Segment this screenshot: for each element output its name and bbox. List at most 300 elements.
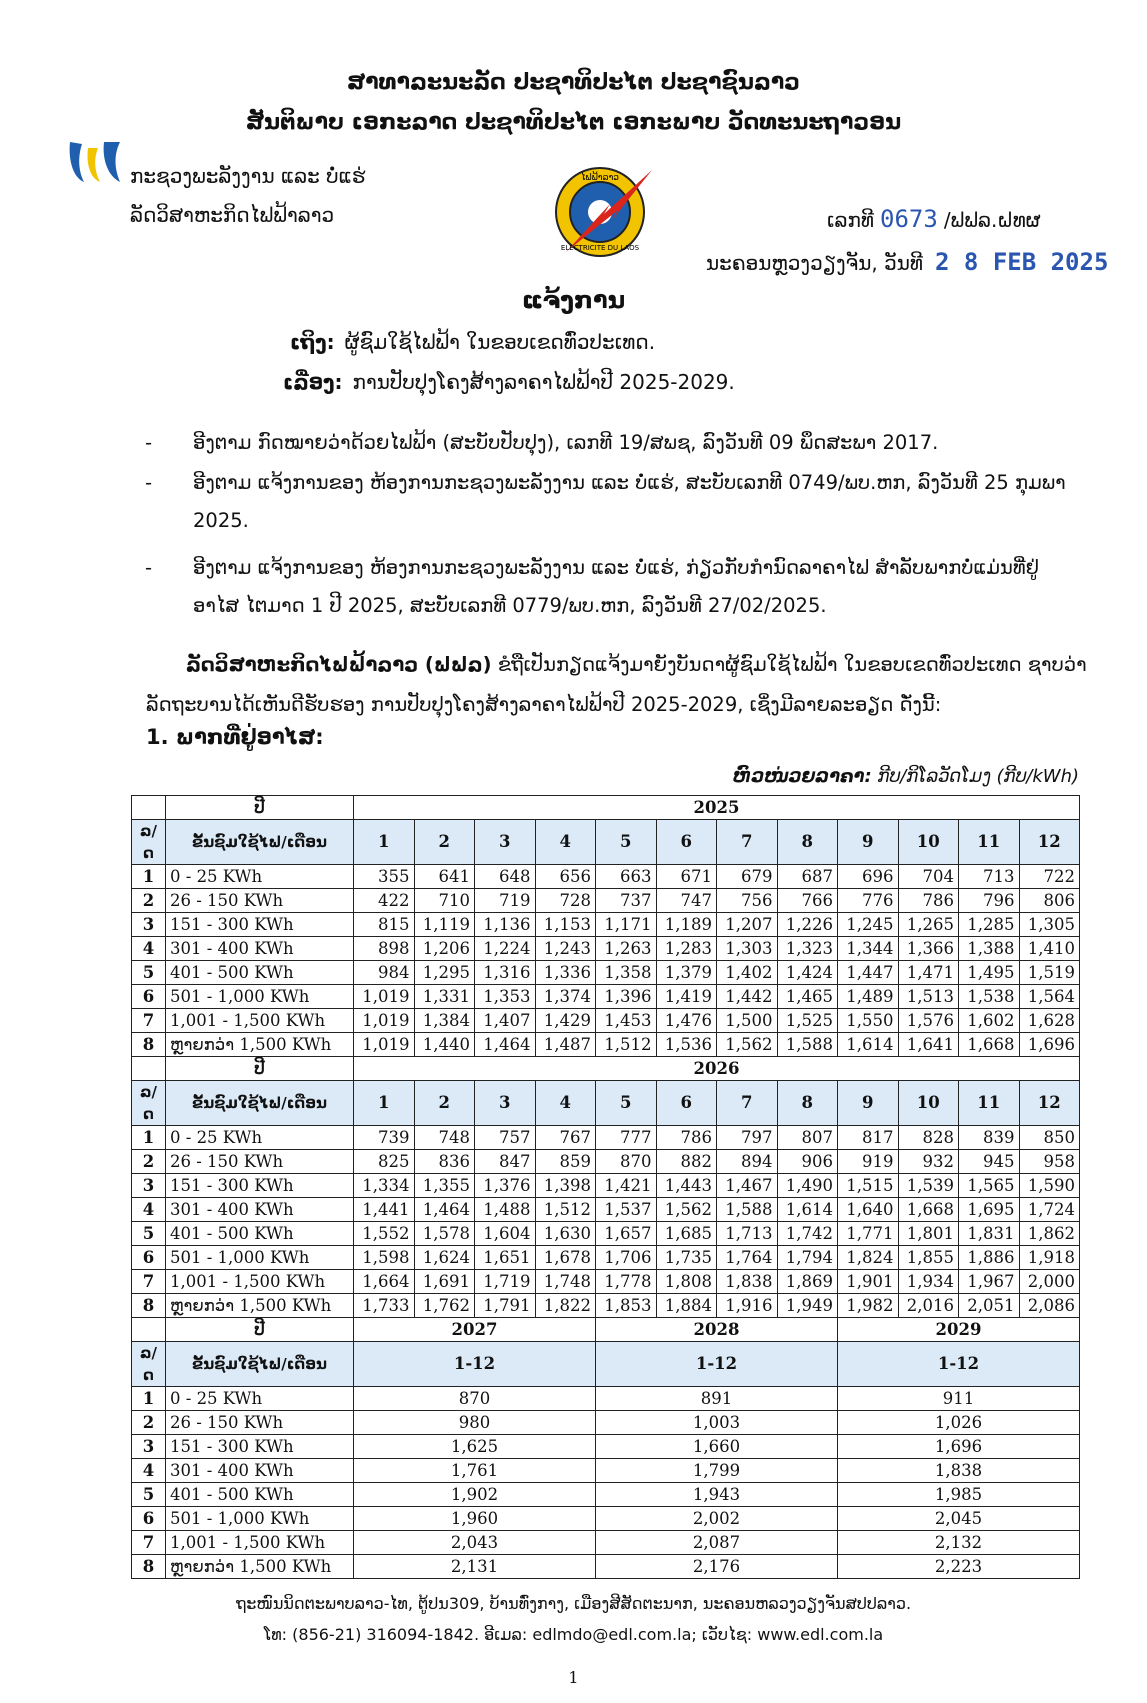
- page-number: 1: [568, 1668, 579, 1687]
- price-cell: 891: [596, 1387, 838, 1411]
- price-cell: 836: [414, 1150, 475, 1174]
- price-cell: 1,471: [898, 961, 959, 985]
- price-cell: 1,305: [1019, 913, 1080, 937]
- price-cell: 1,598: [354, 1246, 415, 1270]
- year-row: [132, 1318, 1080, 1342]
- price-cell: 1,355: [414, 1174, 475, 1198]
- footer-contact: ໂທ: (856-21) 316094-1842. ອີເມລ: edlmdo@edl.com.la; ເວັບໄຊ: www.edl.com.la: [263, 1625, 884, 1644]
- price-cell: 1,588: [717, 1198, 778, 1222]
- price-cell: 1,465: [777, 985, 838, 1009]
- price-cell: 719: [475, 889, 536, 913]
- row-number-cell: 8: [132, 1033, 166, 1057]
- month-header: 12: [1019, 1081, 1080, 1126]
- table-row: [132, 1459, 1080, 1483]
- price-cell: 1,664: [354, 1270, 415, 1294]
- tier-cell: 501 - 1,000 KWh: [166, 1246, 354, 1270]
- price-cell: 882: [656, 1150, 717, 1174]
- price-cell: 710: [414, 889, 475, 913]
- price-cell: 870: [354, 1387, 596, 1411]
- price-cell: 1,651: [475, 1246, 536, 1270]
- price-cell: 1,706: [596, 1246, 657, 1270]
- row-number-cell: 7: [132, 1270, 166, 1294]
- price-cell: 1,512: [535, 1198, 596, 1222]
- table-row: [132, 1198, 1080, 1222]
- price-cell: 1,447: [838, 961, 899, 985]
- price-cell: 1,838: [717, 1270, 778, 1294]
- row-number-cell: 8: [132, 1294, 166, 1318]
- no-header: ລ/ດ: [132, 820, 166, 865]
- month-header: 8: [777, 820, 838, 865]
- price-cell: 1,476: [656, 1009, 717, 1033]
- price-cell: 1,588: [777, 1033, 838, 1057]
- price-cell: 1,285: [959, 913, 1020, 937]
- price-cell: 1,003: [596, 1411, 838, 1435]
- price-cell: 704: [898, 865, 959, 889]
- price-cell: 1,358: [596, 961, 657, 985]
- price-cell: 1,602: [959, 1009, 1020, 1033]
- price-cell: 817: [838, 1126, 899, 1150]
- price-cell: 728: [535, 889, 596, 913]
- month-header: 11: [959, 820, 1020, 865]
- price-cell: 2,176: [596, 1555, 838, 1579]
- reference-item: - ອີງຕາມ ແຈ້ງການຂອງ ຫ້ອງການກະຊວງພະລັງງານ ແລະ ບໍ່ແຮ່, ສະບັບເລກທີ 0749/ພບ.ຫກ, ລົງວັນທີ 25 ກຸມພາ 2025.: [145, 471, 1066, 532]
- price-cell: 1,336: [535, 961, 596, 985]
- price-cell: 1,224: [475, 937, 536, 961]
- tier-cell: 151 - 300 KWh: [166, 1435, 354, 1459]
- price-cell: 1,424: [777, 961, 838, 985]
- company-name: ລັດວິສາຫະກິດໄຟຟ້າລາວ: [130, 203, 335, 227]
- price-cell: 767: [535, 1126, 596, 1150]
- price-cell: 1,136: [475, 913, 536, 937]
- month-header: 8: [777, 1081, 838, 1126]
- price-cell: 1,519: [1019, 961, 1080, 985]
- price-cell: 1,762: [414, 1294, 475, 1318]
- price-cell: 1,429: [535, 1009, 596, 1033]
- price-cell: 859: [535, 1150, 596, 1174]
- price-cell: 2,086: [1019, 1294, 1080, 1318]
- date-stamp: 2 8 FEB 2025: [935, 248, 1109, 276]
- tier-cell: ຫຼາຍກວ່າ 1,500 KWh: [166, 1555, 354, 1579]
- month-header: 11: [959, 1081, 1020, 1126]
- national-header-line1: ສາທາລະນະລັດ ປະຊາທິປະໄຕ ປະຊາຊົນລາວ: [347, 70, 800, 95]
- year-cell: 2029: [838, 1318, 1080, 1342]
- price-cell: 747: [656, 889, 717, 913]
- price-cell: 1,713: [717, 1222, 778, 1246]
- no-cell: [132, 796, 166, 820]
- table-row: [132, 1483, 1080, 1507]
- price-cell: 1,464: [475, 1033, 536, 1057]
- price-cell: 1,641: [898, 1033, 959, 1057]
- price-cell: 1,245: [838, 913, 899, 937]
- table-row: [132, 1126, 1080, 1150]
- month-header: 4: [535, 1081, 596, 1126]
- year-cell: 2025: [354, 796, 1080, 820]
- price-cell: 1,283: [656, 937, 717, 961]
- price-cell: 1,564: [1019, 985, 1080, 1009]
- no-cell: [132, 1318, 166, 1342]
- tier-cell: 0 - 25 KWh: [166, 1387, 354, 1411]
- price-cell: 1,624: [414, 1246, 475, 1270]
- price-cell: 1,538: [959, 985, 1020, 1009]
- price-cell: 1,467: [717, 1174, 778, 1198]
- year-cell: 2028: [596, 1318, 838, 1342]
- price-cell: 1,263: [596, 937, 657, 961]
- price-cell: 756: [717, 889, 778, 913]
- price-cell: 796: [959, 889, 1020, 913]
- table-row: [132, 865, 1080, 889]
- price-cell: 919: [838, 1150, 899, 1174]
- price-cell: 980: [354, 1411, 596, 1435]
- month-header: 1: [354, 820, 415, 865]
- price-cell: 1,934: [898, 1270, 959, 1294]
- price-cell: 1,419: [656, 985, 717, 1009]
- row-number-cell: 2: [132, 889, 166, 913]
- price-cell: 1,171: [596, 913, 657, 937]
- price-cell: 1,407: [475, 1009, 536, 1033]
- month-header: 7: [717, 820, 778, 865]
- national-header-line2: ສັນຕິພາບ ເອກະລາດ ປະຊາທິປະໄຕ ເອກະພາບ ວັດທະນະຖາວອນ: [245, 110, 902, 135]
- price-cell: 825: [354, 1150, 415, 1174]
- tier-cell: 301 - 400 KWh: [166, 937, 354, 961]
- tier-cell: 26 - 150 KWh: [166, 1411, 354, 1435]
- price-cell: 1,513: [898, 985, 959, 1009]
- price-cell: 1,552: [354, 1222, 415, 1246]
- header-row: [132, 1342, 1080, 1387]
- table-row: [132, 937, 1080, 961]
- price-cell: 2,016: [898, 1294, 959, 1318]
- price-cell: 777: [596, 1126, 657, 1150]
- section-title: 1. ພາກທີ່ຢູ່ອາໄສ:: [146, 725, 324, 749]
- row-number-cell: 2: [132, 1150, 166, 1174]
- table-row: [132, 1507, 1080, 1531]
- price-cell: 1,495: [959, 961, 1020, 985]
- tier-cell: 1,001 - 1,500 KWh: [166, 1531, 354, 1555]
- price-cell: 1,487: [535, 1033, 596, 1057]
- month-range-header: 1-12: [838, 1342, 1080, 1387]
- price-cell: 1,691: [414, 1270, 475, 1294]
- price-cell: 1,488: [475, 1198, 536, 1222]
- row-number-cell: 4: [132, 1198, 166, 1222]
- price-cell: 945: [959, 1150, 1020, 1174]
- logo-text-bottom: ELECTRICITE DU LAOS: [560, 244, 640, 252]
- price-cell: 815: [354, 913, 415, 937]
- price-cell: 1,733: [354, 1294, 415, 1318]
- price-cell: 1,799: [596, 1459, 838, 1483]
- price-cell: 2,002: [596, 1507, 838, 1531]
- price-cell: 1,916: [717, 1294, 778, 1318]
- month-header: 12: [1019, 820, 1080, 865]
- tier-cell: 0 - 25 KWh: [166, 865, 354, 889]
- ministry-logo-icon: [66, 138, 128, 190]
- ministry-name: ກະຊວງພະລັງງານ ແລະ ບໍ່ແຮ່: [130, 164, 366, 188]
- month-header: 3: [475, 1081, 536, 1126]
- month-header: 10: [898, 820, 959, 865]
- price-cell: 2,045: [838, 1507, 1080, 1531]
- price-cell: 1,019: [354, 1033, 415, 1057]
- year-label-cell: ປີ: [166, 1318, 354, 1342]
- price-cell: 737: [596, 889, 657, 913]
- price-cell: 828: [898, 1126, 959, 1150]
- tier-cell: 401 - 500 KWh: [166, 1222, 354, 1246]
- table-row: [132, 1246, 1080, 1270]
- price-cell: 422: [354, 889, 415, 913]
- price-cell: 2,051: [959, 1294, 1020, 1318]
- price-cell: 1,410: [1019, 937, 1080, 961]
- price-cell: 1,801: [898, 1222, 959, 1246]
- price-cell: 1,539: [898, 1174, 959, 1198]
- price-cell: 984: [354, 961, 415, 985]
- row-number-cell: 6: [132, 1246, 166, 1270]
- price-cell: 1,316: [475, 961, 536, 985]
- price-cell: 1,960: [354, 1507, 596, 1531]
- row-number-cell: 6: [132, 985, 166, 1009]
- price-cell: 1,628: [1019, 1009, 1080, 1033]
- footer-address: ຖະໜົນນິດຕະພາບລາວ-ໄທ, ຕູ້ປນ309, ບ້ານທົ່ງກາງ, ເມືອງສີສັດຕະນາກ, ນະຄອນຫລວງວຽງຈັນສປປລາວ.: [235, 1594, 912, 1613]
- row-number-cell: 7: [132, 1009, 166, 1033]
- price-cell: 1,353: [475, 985, 536, 1009]
- price-cell: 1,442: [717, 985, 778, 1009]
- price-cell: 1,398: [535, 1174, 596, 1198]
- price-cell: 1,512: [596, 1033, 657, 1057]
- price-cell: 1,719: [475, 1270, 536, 1294]
- price-cell: 1,630: [535, 1222, 596, 1246]
- price-cell: 1,824: [838, 1246, 899, 1270]
- table-row: [132, 961, 1080, 985]
- month-header: 3: [475, 820, 536, 865]
- month-header: 5: [596, 820, 657, 865]
- price-cell: 1,489: [838, 985, 899, 1009]
- table-row: [132, 1435, 1080, 1459]
- price-cell: 1,742: [777, 1222, 838, 1246]
- year-label-cell: ປີ: [166, 796, 354, 820]
- row-number-cell: 2: [132, 1411, 166, 1435]
- price-cell: 671: [656, 865, 717, 889]
- row-number-cell: 5: [132, 1222, 166, 1246]
- price-cell: 1,838: [838, 1459, 1080, 1483]
- price-cell: 1,822: [535, 1294, 596, 1318]
- unit-label: ຫົວໜ່ວຍລາຄາ: ກີບ/ກິໂລວັດໂມງ (ກີບ/kWh): [732, 766, 1079, 787]
- table-row: [132, 1531, 1080, 1555]
- row-number-cell: 1: [132, 1387, 166, 1411]
- price-cell: 1,668: [898, 1198, 959, 1222]
- price-cell: 839: [959, 1126, 1020, 1150]
- price-cell: 1,515: [838, 1174, 899, 1198]
- row-number-cell: 4: [132, 937, 166, 961]
- price-cell: 656: [535, 865, 596, 889]
- price-cell: 1,696: [1019, 1033, 1080, 1057]
- tier-cell: 501 - 1,000 KWh: [166, 1507, 354, 1531]
- price-cell: 739: [354, 1126, 415, 1150]
- price-cell: 906: [777, 1150, 838, 1174]
- price-cell: 1,853: [596, 1294, 657, 1318]
- price-cell: 1,026: [838, 1411, 1080, 1435]
- price-cell: 696: [838, 865, 899, 889]
- price-cell: 1,376: [475, 1174, 536, 1198]
- month-range-header: 1-12: [354, 1342, 596, 1387]
- no-header: ລ/ດ: [132, 1081, 166, 1126]
- price-cell: 1,771: [838, 1222, 899, 1246]
- price-cell: 797: [717, 1126, 778, 1150]
- price-cell: 1,678: [535, 1246, 596, 1270]
- price-cell: 1,366: [898, 937, 959, 961]
- price-cell: 1,207: [717, 913, 778, 937]
- price-cell: 1,441: [354, 1198, 415, 1222]
- price-cell: 2,087: [596, 1531, 838, 1555]
- price-cell: 1,421: [596, 1174, 657, 1198]
- price-cell: 1,778: [596, 1270, 657, 1294]
- price-cell: 1,374: [535, 985, 596, 1009]
- tier-header: ຂັ້ນຊົມໃຊ້ໄຟ/ເດືອນ: [166, 820, 354, 865]
- price-cell: 648: [475, 865, 536, 889]
- reference-item: - ອີງຕາມ ກົດໝາຍວ່າດ້ວຍໄຟຟ້າ (ສະບັບປັບປຸງ), ເລກທີ 19/ສພຊ, ລົງວັນທີ 09 ພຶດສະພາ 2017.: [145, 431, 939, 454]
- tariff-table: [131, 795, 1080, 1579]
- price-cell: 786: [656, 1126, 717, 1150]
- price-cell: 1,265: [898, 913, 959, 937]
- price-cell: 1,869: [777, 1270, 838, 1294]
- price-cell: 748: [414, 1126, 475, 1150]
- price-cell: 1,884: [656, 1294, 717, 1318]
- price-cell: 1,696: [838, 1435, 1080, 1459]
- price-cell: 1,791: [475, 1294, 536, 1318]
- tier-cell: 401 - 500 KWh: [166, 1483, 354, 1507]
- price-cell: 1,388: [959, 937, 1020, 961]
- price-cell: 806: [1019, 889, 1080, 913]
- price-cell: 1,614: [838, 1033, 899, 1057]
- price-cell: 1,562: [656, 1198, 717, 1222]
- body-paragraph: ລັດວິສາຫະກິດໄຟຟ້າລາວ (ຟຟລ) ຂໍຖືເປັນກຽດແຈ້ງມາຍັງບັນດາຜູ້ຊົມໃຊ້ໄຟຟ້າ ໃນຂອບເຂດທົ່ວປະເທດ ຊາບວ່າ ລັດຖະບານໄດ້ເຫັນດີຮັບຮອງ ການປັບປຸງໂຄງສ້າງລາຄາໄຟຟ້າປີ 2025-2029, ເຊິ່ງມີລາຍລະອຽດ ດັ່ງນີ້:: [146, 653, 1087, 716]
- price-cell: 2,131: [354, 1555, 596, 1579]
- price-cell: 1,625: [354, 1435, 596, 1459]
- table-row: [132, 985, 1080, 1009]
- row-number-cell: 7: [132, 1531, 166, 1555]
- table-row: [132, 1174, 1080, 1198]
- edl-logo-icon: [548, 160, 660, 268]
- tier-cell: 1,001 - 1,500 KWh: [166, 1270, 354, 1294]
- price-cell: 1,153: [535, 913, 596, 937]
- table-row: [132, 1150, 1080, 1174]
- month-header: 6: [656, 1081, 717, 1126]
- year-row: [132, 1057, 1080, 1081]
- price-cell: 850: [1019, 1126, 1080, 1150]
- month-header: 10: [898, 1081, 959, 1126]
- price-cell: 1,119: [414, 913, 475, 937]
- table-row: [132, 1387, 1080, 1411]
- month-header: 4: [535, 820, 596, 865]
- reference-item: - ອີງຕາມ ແຈ້ງການຂອງ ຫ້ອງການກະຊວງພະລັງງານ ແລະ ບໍ່ແຮ່, ກ່ຽວກັບກໍານົດລາຄາໄຟ ສໍາລັບພາກບໍ່ແມ່ນທີ່ຢູ່ອາໄສ ໄຕມາດ 1 ປີ 2025, ສະບັບເລກທີ 0779/ພບ.ຫກ, ລົງວັນທີ 27/02/2025.: [145, 556, 1040, 617]
- tier-cell: 401 - 500 KWh: [166, 961, 354, 985]
- price-cell: 1,500: [717, 1009, 778, 1033]
- tier-header: ຂັ້ນຊົມໃຊ້ໄຟ/ເດືອນ: [166, 1342, 354, 1387]
- row-number-cell: 4: [132, 1459, 166, 1483]
- month-header: 2: [414, 1081, 475, 1126]
- price-cell: 898: [354, 937, 415, 961]
- table-row: [132, 1033, 1080, 1057]
- table-row: [132, 1270, 1080, 1294]
- price-cell: 687: [777, 865, 838, 889]
- price-cell: 1,831: [959, 1222, 1020, 1246]
- price-cell: 1,536: [656, 1033, 717, 1057]
- row-number-cell: 5: [132, 1483, 166, 1507]
- price-cell: 2,000: [1019, 1270, 1080, 1294]
- price-cell: 1,464: [414, 1198, 475, 1222]
- price-cell: 2,223: [838, 1555, 1080, 1579]
- price-cell: 355: [354, 865, 415, 889]
- tier-header: ຂັ້ນຊົມໃຊ້ໄຟ/ເດືອນ: [166, 1081, 354, 1126]
- header-row: [132, 1081, 1080, 1126]
- row-number-cell: 5: [132, 961, 166, 985]
- price-cell: 1,886: [959, 1246, 1020, 1270]
- price-cell: 2,132: [838, 1531, 1080, 1555]
- price-cell: 1,685: [656, 1222, 717, 1246]
- price-cell: 1,764: [717, 1246, 778, 1270]
- price-cell: 1,453: [596, 1009, 657, 1033]
- price-cell: 1,576: [898, 1009, 959, 1033]
- price-cell: 958: [1019, 1150, 1080, 1174]
- row-number-cell: 3: [132, 913, 166, 937]
- price-cell: 1,668: [959, 1033, 1020, 1057]
- price-cell: 1,578: [414, 1222, 475, 1246]
- price-cell: 1,189: [656, 913, 717, 937]
- row-number-cell: 3: [132, 1435, 166, 1459]
- month-header: 9: [838, 820, 899, 865]
- tier-cell: 0 - 25 KWh: [166, 1126, 354, 1150]
- no-header: ລ/ດ: [132, 1342, 166, 1387]
- tier-cell: ຫຼາຍກວ່າ 1,500 KWh: [166, 1033, 354, 1057]
- price-cell: 1,525: [777, 1009, 838, 1033]
- price-cell: 1,943: [596, 1483, 838, 1507]
- price-cell: 641: [414, 865, 475, 889]
- price-cell: 1,695: [959, 1198, 1020, 1222]
- price-cell: 1,901: [838, 1270, 899, 1294]
- price-cell: 1,794: [777, 1246, 838, 1270]
- price-cell: 1,295: [414, 961, 475, 985]
- price-cell: 1,402: [717, 961, 778, 985]
- price-cell: 679: [717, 865, 778, 889]
- price-cell: 1,490: [777, 1174, 838, 1198]
- row-number-cell: 3: [132, 1174, 166, 1198]
- price-cell: 766: [777, 889, 838, 913]
- tier-cell: 151 - 300 KWh: [166, 913, 354, 937]
- price-cell: 1,019: [354, 1009, 415, 1033]
- tier-cell: 1,001 - 1,500 KWh: [166, 1009, 354, 1033]
- price-cell: 1,396: [596, 985, 657, 1009]
- no-cell: [132, 1057, 166, 1081]
- document-title: ແຈ້ງການ: [521, 286, 626, 314]
- price-cell: 870: [596, 1150, 657, 1174]
- price-cell: 1,206: [414, 937, 475, 961]
- price-cell: 1,808: [656, 1270, 717, 1294]
- price-cell: 757: [475, 1126, 536, 1150]
- price-cell: 1,565: [959, 1174, 1020, 1198]
- year-cell: 2026: [354, 1057, 1080, 1081]
- price-cell: 1,590: [1019, 1174, 1080, 1198]
- tier-cell: 301 - 400 KWh: [166, 1198, 354, 1222]
- price-cell: 847: [475, 1150, 536, 1174]
- price-cell: 1,384: [414, 1009, 475, 1033]
- tier-cell: ຫຼາຍກວ່າ 1,500 KWh: [166, 1294, 354, 1318]
- month-range-header: 1-12: [596, 1342, 838, 1387]
- price-cell: 911: [838, 1387, 1080, 1411]
- row-number-cell: 1: [132, 865, 166, 889]
- month-header: 1: [354, 1081, 415, 1126]
- logo-text-top: ໄຟຟ້າລາວ: [580, 173, 620, 183]
- price-cell: 1,982: [838, 1294, 899, 1318]
- price-cell: 1,440: [414, 1033, 475, 1057]
- recipient-line: ເຖິງ: ຜູ້ຊົມໃຊ້ໄຟຟ້າ ໃນຂອບເຂດທົ່ວປະເທດ.: [290, 330, 656, 354]
- price-cell: 1,562: [717, 1033, 778, 1057]
- price-cell: 1,323: [777, 937, 838, 961]
- price-cell: 1,862: [1019, 1222, 1080, 1246]
